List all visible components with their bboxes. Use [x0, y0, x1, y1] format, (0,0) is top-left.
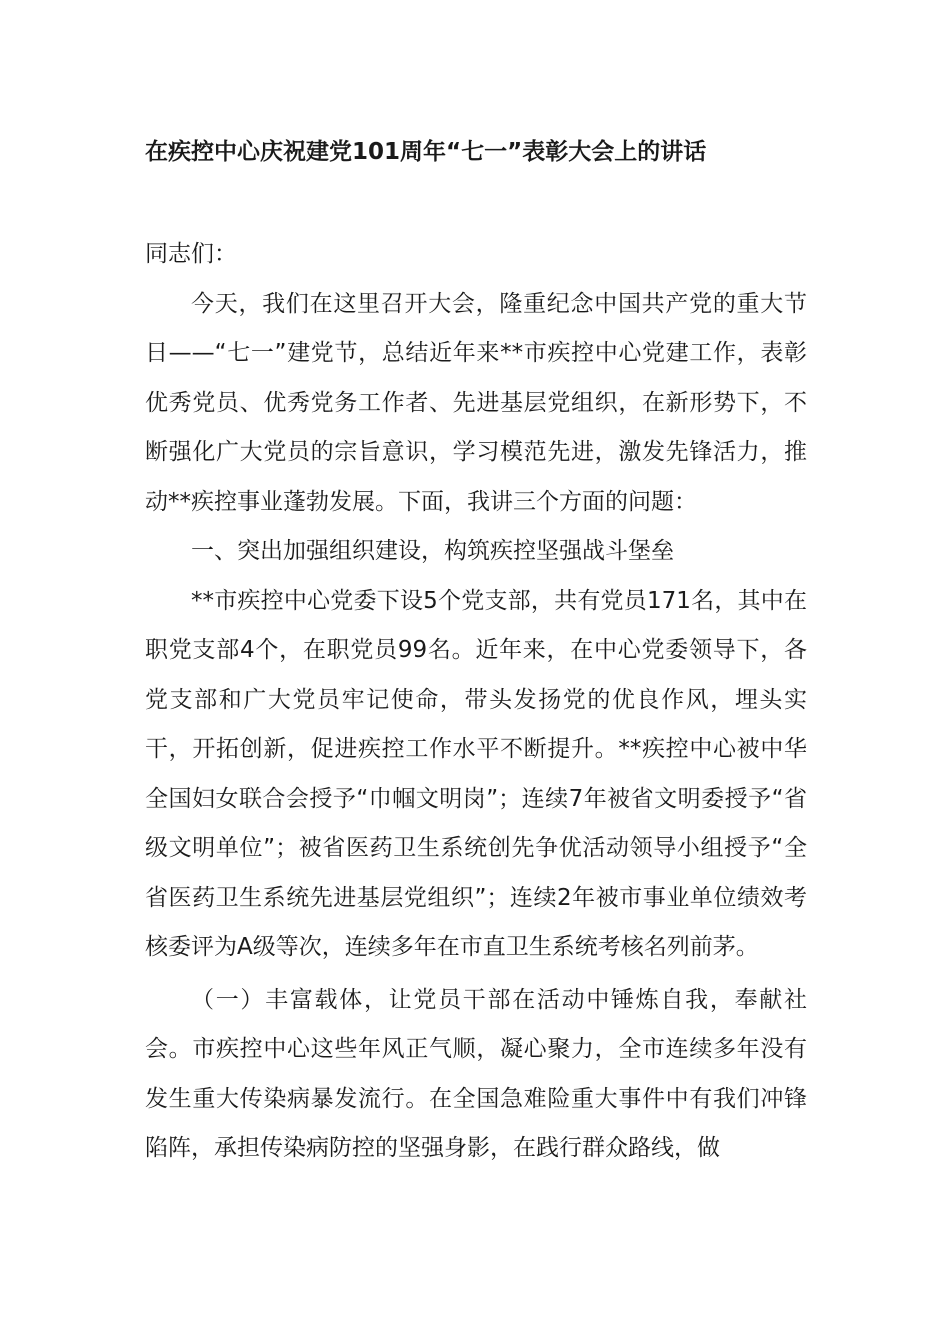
paragraph-organization: **市疾控中心党委下设5个党支部，共有党员171名，其中在职党支部4个，在职党员99名。近年来，在中心党委领导下，各党支部和广大党员牢记使命，带头发扬党的优良作风，埋头实干，开拓创新，促进疾控工作水平不断提升。**疾控中心被中华全国妇女联合会授予“巾帼文明岗”；连续7年被省文明委授予“省级文明单位”；被省医药卫生系统创先争优活动领导小组授予“全省医药卫生系统先进基层党组织”；连续2年被市事业单位绩效考核委评为A级等次，连续多年在市直卫生系统考核名列前茅。	[145, 587, 807, 960]
salutation: 同志们：	[145, 241, 237, 267]
section-heading-1: 一、突出加强组织建设，构筑疾控坚强战斗堡垒	[191, 538, 674, 564]
document-body	[145, 230, 807, 1174]
document-title: 在疾控中心庆祝建党101周年“七一”表彰大会上的讲话	[145, 139, 707, 165]
paragraph-opening: 今天，我们在这里召开大会，隆重纪念中国共产党的重大节日——“七一”建党节，总结近年来**市疾控中心党建工作，表彰优秀党员、优秀党务工作者、先进基层党组织，在新形势下，不断强化广大党员的宗旨意识，学习模范先进，激发先锋活力，推动**疾控事业蓬勃发展。下面，我讲三个方面的问题：	[145, 290, 807, 515]
paragraph-subsection-1: （一）丰富载体，让党员干部在活动中锤炼自我，奉献社会。市疾控中心这些年风正气顺，凝心聚力，全市连续多年没有发生重大传染病暴发流行。在全国急难险重大事件中有我们冲锋陷阵，承担传染病防控的坚强身影，在践行群众路线，做	[145, 986, 807, 1161]
